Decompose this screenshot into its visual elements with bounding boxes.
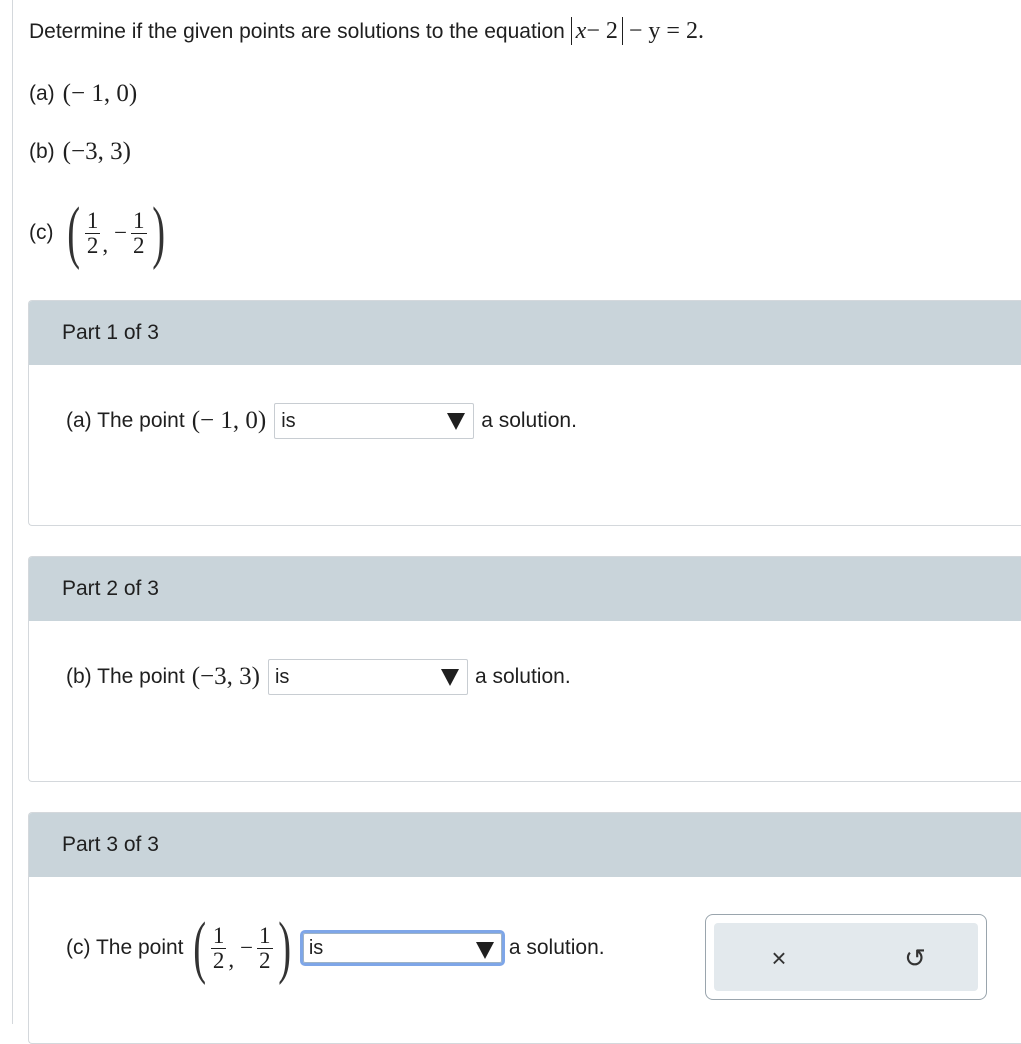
dropdown-arrow-icon xyxy=(441,669,459,686)
absolute-value: x− 2 xyxy=(571,17,623,45)
part-1-row: (a) The point (− 1, 0) is a solution. xyxy=(66,403,577,439)
equation: x− 2 − y = 2. xyxy=(571,18,704,44)
dropdown-arrow-icon xyxy=(476,942,494,959)
fraction: $\frac{1}{2}$ xyxy=(133,207,145,258)
dropdown-arrow-icon xyxy=(447,413,465,430)
part-1-panel xyxy=(28,300,1021,526)
answer-toolbox xyxy=(705,914,987,1000)
point-c: ( $\frac{1}{2}$ , − $\frac{1}{2}$ ) xyxy=(66,194,165,271)
part-1-header: Part 1 of 3 xyxy=(29,301,1021,365)
part-1-select[interactable]: is xyxy=(274,403,474,439)
point-c-inline: ( $\frac{1}{2}$ , − $\frac{1}{2}$ ) xyxy=(192,909,291,986)
part-2-header: Part 2 of 3 xyxy=(29,557,1021,621)
fraction: $\frac{1}{2}$ xyxy=(212,922,225,973)
point-a: (− 1, 0) xyxy=(62,80,138,107)
part-3-header: Part 3 of 3 xyxy=(29,813,1021,877)
item-c: (c) ( $\frac{1}{2}$ , − $\frac{1}{2}$ ) xyxy=(29,198,170,268)
question-prompt: Determine if the given points are solutions to the equation x− 2 − y = 2. xyxy=(29,18,704,44)
fraction: $\frac{1}{2}$ xyxy=(86,207,99,258)
part-2-row: (b) The point (−3, 3) is a solution. xyxy=(66,659,571,695)
part-2-panel xyxy=(28,556,1021,782)
clear-button[interactable] xyxy=(714,923,844,993)
fraction: $\frac{1}{2}$ xyxy=(259,922,271,973)
item-b: (b) (−3, 3) xyxy=(29,138,131,165)
part-3-select[interactable]: is xyxy=(300,930,505,966)
part-2-select[interactable]: is xyxy=(268,659,468,695)
item-a: (a) (− 1, 0) xyxy=(29,80,138,107)
left-border xyxy=(12,0,13,1024)
undo-button[interactable] xyxy=(850,923,980,993)
point-b: (−3, 3) xyxy=(62,138,131,165)
part-3-row: (c) The point ( $\frac{1}{2}$ , − $\frac{1}{2}$ ) is a solution. xyxy=(66,909,605,986)
undo-icon: ↺ xyxy=(904,942,926,973)
close-icon: × xyxy=(771,942,787,973)
